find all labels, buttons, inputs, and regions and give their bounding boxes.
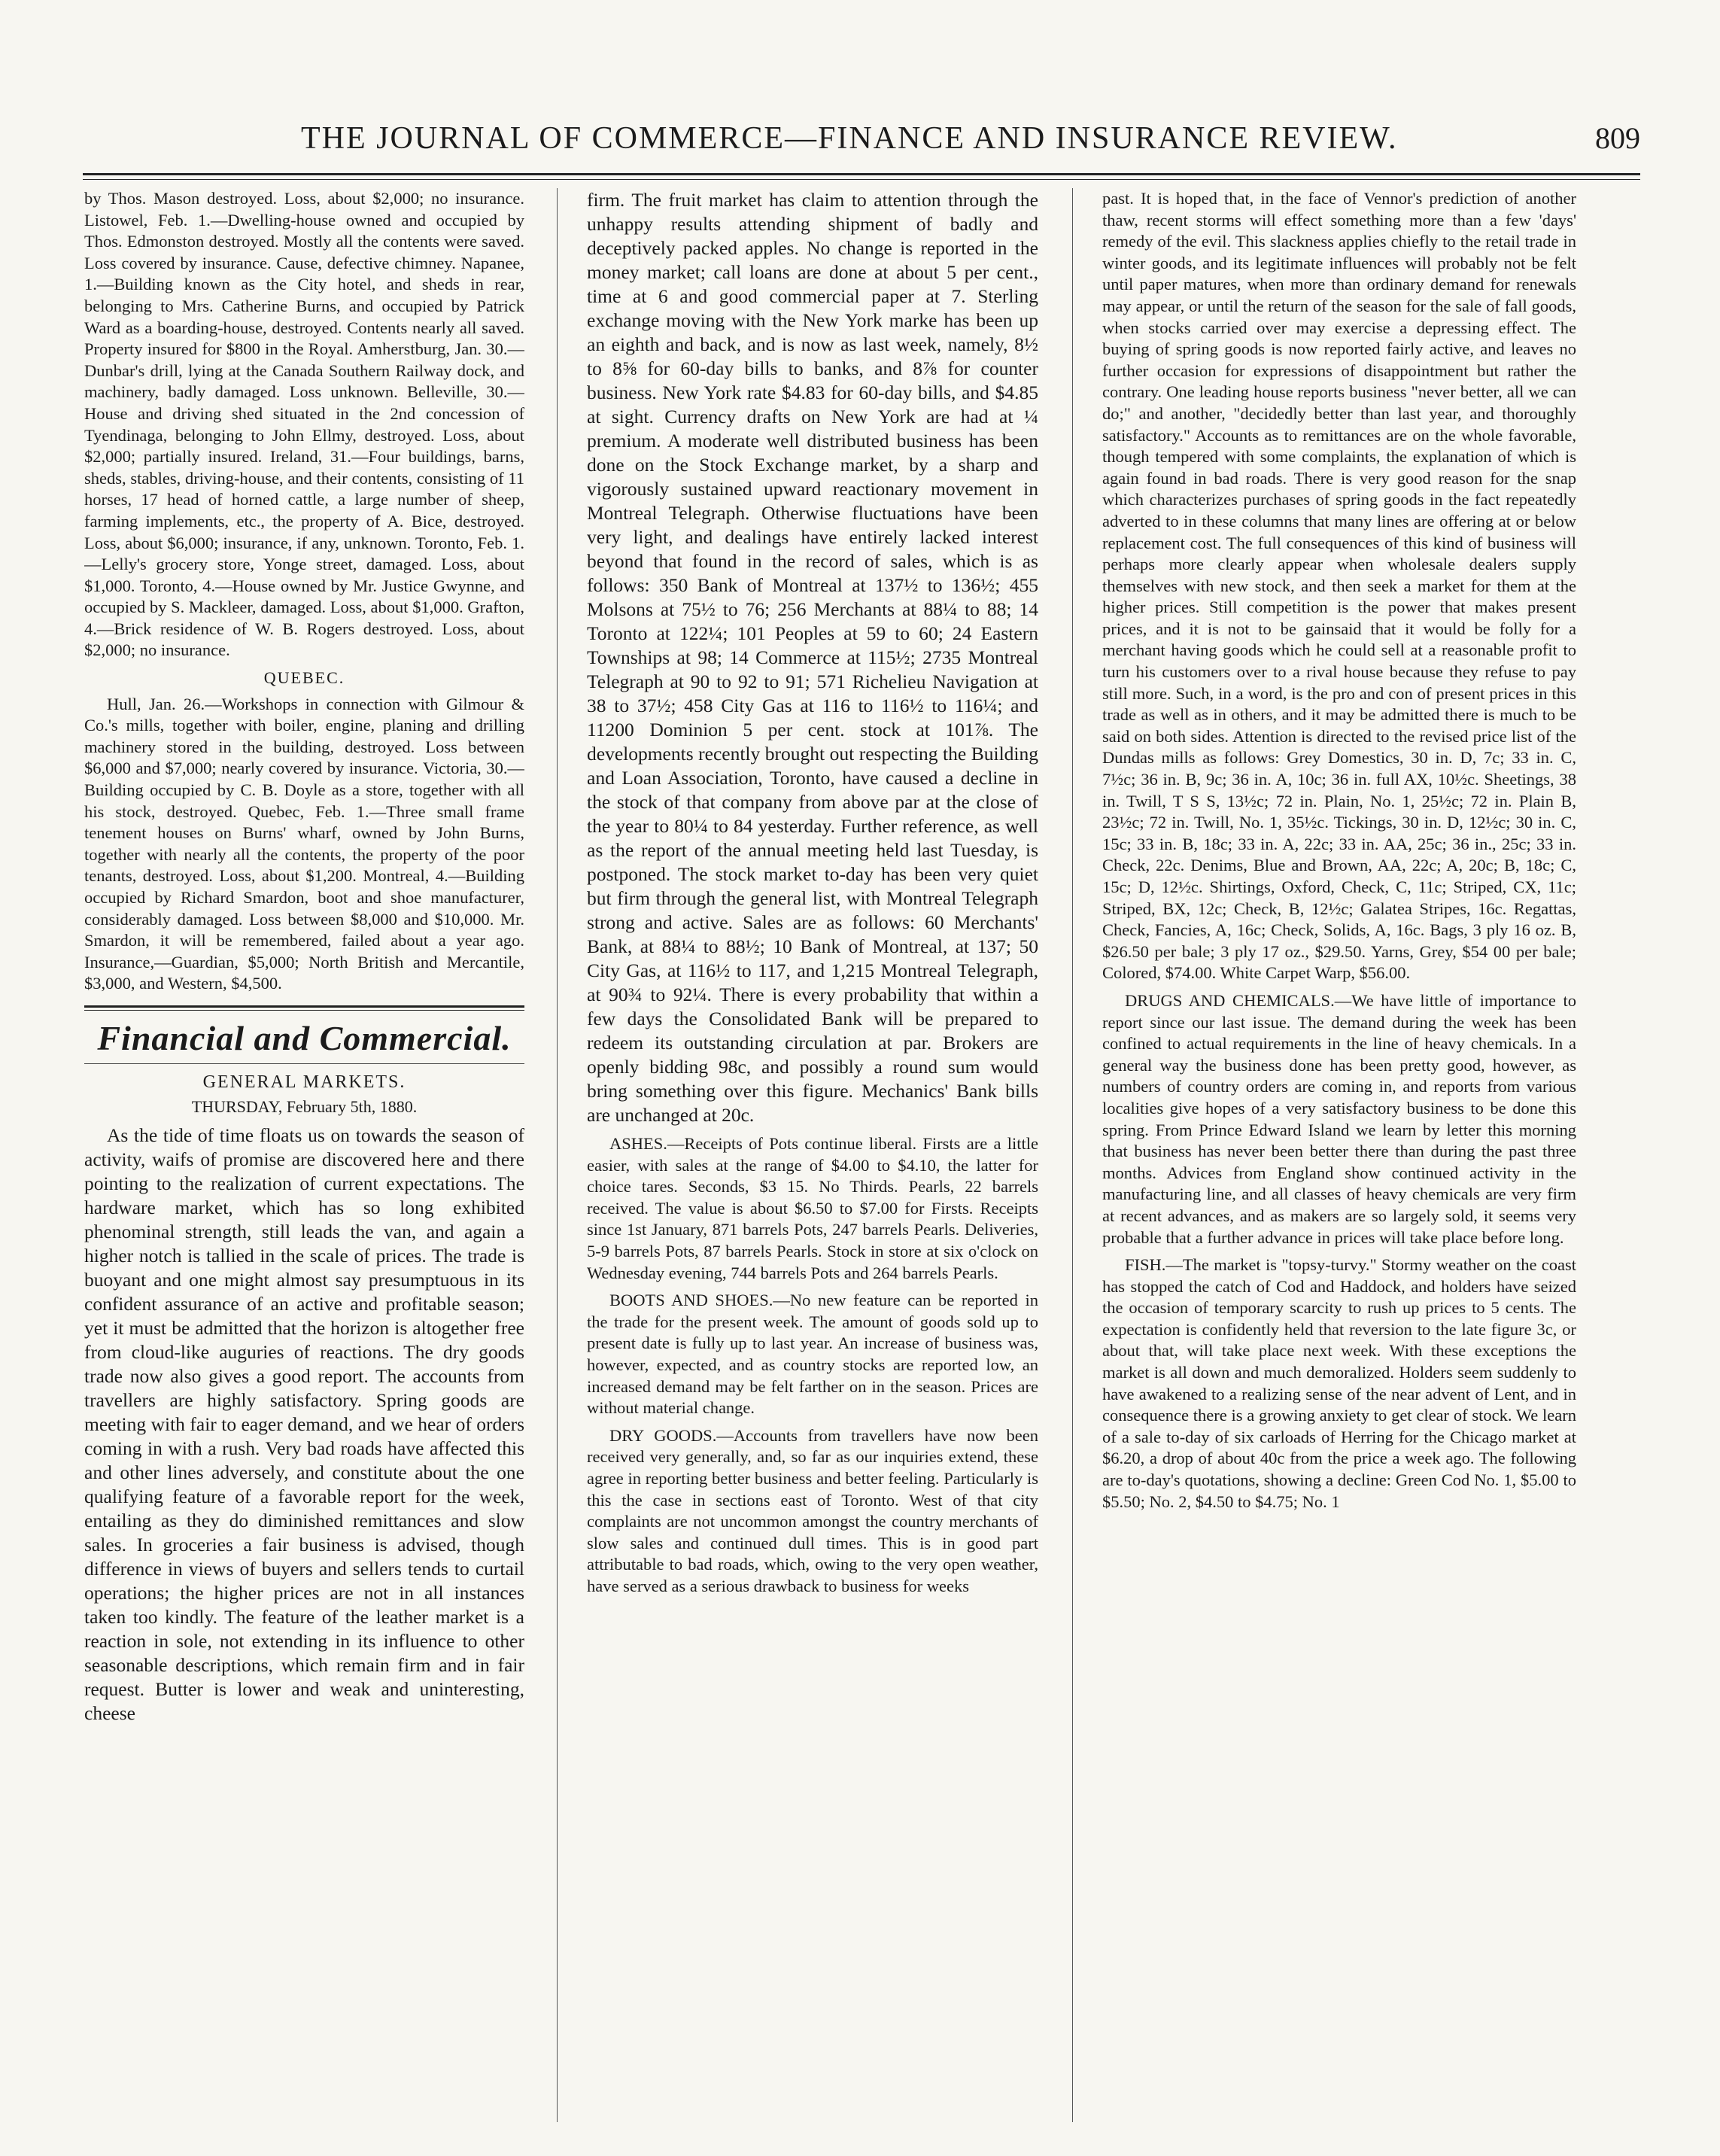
dateline: THURSDAY, February 5th, 1880. xyxy=(191,1096,418,1116)
drugs-chemicals-report: DRUGS AND CHEMICALS.—We have little of importance to report since our last issue. The demand during the week has been confined to actual requirements in the line of heavy chemicals. In a general way the business done has been pretty good, however, as numbers of country orders are coming in, and reports from various localities give hopes of a very satisfactory business to be done this spring. From Prince Edward Island we learn by letter this morning that business has never been better there than during the past three months. Advices from England show continued activity in the manufacturing line, and all classes of heavy chemicals are very firm at recent advances, and as makers are so largely sold, it seems very probable that a further advance in prices will take place before long. xyxy=(1102,990,1576,1247)
column-divider xyxy=(1072,188,1073,2122)
fire-report-ontario: by Thos. Mason destroyed. Loss, about $2,000; no insurance. Listowel, Feb. 1.—Dwelling-house owned and occupied by Thos. Edmonston destroyed. Mostly all the contents were saved. Loss covered by insurance. Cause, defective chimney. Napanee, 1.—Building known as the City hotel, and sheds in rear, belonging to Mrs. Catherine Burns, and occupied by Patrick Ward as a boarding-house, destroyed. Contents nearly all saved. Property insured for $800 in the Royal. Amherstburg, Jan. 30.—Dunbar's drill, lying at the Canada Southern Railway dock, and machinery, badly damaged. Loss unknown. Belleville, 30.—House and driving shed situated in the 2nd concession of Tyendinaga, belonging to John Ellmy, destroyed. Loss, about $2,000; partially insured. Ireland, 31.—Four buildings, barns, sheds, stables, driving-house, and their contents, consisting of 11 horses, 17 head of horned cattle, a large number of sheep, farming implements, etc., the property of A. Bice, destroyed. Loss, about $6,000; insurance, if any, unknown. Toronto, Feb. 1.—Lelly's grocery store, Yonge street, damaged. Loss, about $1,000. Toronto, 4.—House owned by Mr. Justice Gwynne, and occupied by S. Mackleer, damaged. Loss, about $1,000. Grafton, 4.—Brick residence of W. B. Rogers destroyed. Loss, about $2,000; no insurance. xyxy=(84,189,524,660)
page-header xyxy=(83,120,1640,166)
journal-title: THE JOURNAL OF COMMERCE—FINANCE AND INSURANCE REVIEW. xyxy=(301,121,1398,156)
markets-continued: firm. The fruit market has claim to attention through the unhappy results attending shipment of badly and deceptively packed apples. No change is reported in the money market; call loans are done at about 5 per cent., time at 6 and good commercial paper at 7. Sterling exchange moving with the New York marke has been up an eighth and back, and is now as last week, namely, 8½ to 8⅝ for 60-day bills to banks, and 8⅞ for counter business. New York rate $4.83 for 60-day bills, and $4.85 at sight. Currency drafts on New York are had at ¼ premium. A moderate well distributed business has been done on the Stock Exchange market, by a sharp and vigorously sustained upward reactionary movement in Montreal Telegraph. Otherwise fluctuations have been very light, and dealings have entirely lacked interest beyond that found in the record of sales, which is as follows: 350 Bank of Montreal at 137½ to 136½; 455 Molsons at 75½ to 76; 256 Merchants at 88¼ to 88; 14 Toronto at 122¼; 101 Peoples at 59 to 60; 24 Eastern Townships at 98; 14 Commerce at 115½; 2735 Montreal Telegraph at 90 to 92 to 91; 571 Richelieu Navigation at 38 to 37½; 458 City Gas at 116 to 116½ to 116¼; and 11200 Dominion 5 per cent. stock at 101⅞. The developments recently brought out respecting the Building and Loan Association, Toronto, have caused a decline in the stock of that company from above par at the close of the year to 80¼ to 84 yesterday. Further reference, as well as the report of the annual meeting held last Tuesday, is postponed. The stock market to-day has been very quiet but firm through the general list, with Montreal Telegraph strong and active. Sales are as follows: 60 Merchants' Bank, at 88¼ to 88½; 10 Bank of Montreal, at 137; 50 City Gas, at 116½ to 117, and 1,215 Montreal Telegraph, at 90¾ to 92¼. There is every probability that within a few days the Consolidated Bank will be prepared to redeem its outstanding circulation at par. Brokers are openly bidding 98c, and possibly a round sum would bring something over this figure. Mechanics' Bank bills are unchanged at 20c. xyxy=(587,189,1038,1126)
boots-shoes-report: BOOTS AND SHOES.—No new feature can be reported in the trade for the present week. The amount of goods sold up to present date is fully up to last year. An increase of business was, however, expected, and as country stocks are reported low, an increased demand may be felt farther on in the season. Prices are without material change. xyxy=(587,1291,1038,1418)
header-rule-thin xyxy=(83,179,1640,180)
dry-goods-continued: past. It is hoped that, in the face of Vennor's prediction of another thaw, recent storms will effect something more than a few 'days' remedy of the evil. This slackness applies chiefly to the retail trade in winter goods, and its legitimate influences will probably not be felt until paper matures, when more than ordinary demand for renewals may appear, or until the return of the season for the sale of fall goods, when stocks carried over may exercise a depressing effect. The buying of spring goods is now reported fairly active, and leaves no further occasion for expressions of disappointment but rather the contrary. One leading house reports business "never better, all we can do;" and another, "decidedly better than last year, and thoroughly satisfactory." Accounts as to remittances are on the whole favorable, though tempered with some complaints, the explanation of which is again found in bad roads. There is very good reason for the snap which characterizes purchases of spring goods in the fact repeatedly adverted to in these columns that many lines are offering at or below replacement cost. The full consequences of this kind of business will perhaps more clearly appear when wholesale dealers supply themselves with new stock, and then seek a market for them at the higher prices. Still competition is the power that makes present prices, and it is not to be gainsaid that it would be folly for a merchant having goods which he could sell at a reasonable profit to turn his customers over to a rival house because they refuse to pay still more. Such, in a word, is the pro and con of present prices in this trade as well as in others, and it may be admitted there is much to be said on both sides. Attention is directed to the revised price list of the Dundas mills as follows: Grey Domestics, 30 in. D, 7c; 33 in. C, 7½c; 36 in. B, 9c; 36 in. A, 10c; 36 in. full AX, 10½c. Sheetings, 38 in. Twill, T S S, 13½c; 72 in. Plain, No. 1, 25½c; 72 in. Plain B, 23½c; 72 in. Twill, No. 1, 35½c. Tickings, 30 in. D, 12½c; 30 in. C, 15c; 33 in. B, 18c; 33 in. A, 22c; 33 in. AA, 25c; 36 in., 25c; 33 in. Check, 22c. Denims, Blue and Brown, AA, 22c; A, 20c; B, 18c; C, 15c; D, 12½c. Shirtings, Oxford, Check, C, 11c; Striped, CX, 11c; Striped, BX, 12c; Check, B, 12½c; Galatea Stripes, 16c. Regattas, Check, Fancies, A, 16c; Check, Solids, A, 16c. Bags, 3 ply 16 oz. B, $26.50 per bale; 3 ply 17 oz., $29.50. Yarns, Grey, $54 00 per bale; Colored, $74.00. White Carpet Warp, $56.00. xyxy=(1102,189,1576,983)
column-2 xyxy=(587,188,1038,2122)
column-1 xyxy=(84,188,524,2122)
markets-intro: As the tide of time floats us on towards the season of activity, waifs of promise are discovered here and there pointing to the realization of current expectations. The hardware market, which has so long exhibited phenominal strength, still leads the van, and again a higher notch is tallied in the scale of prices. The trade is buoyant and one might almost say presumptuous in its confident assurance of an active and profitable season; yet it must be admitted that the horizon is altogether free from cloud-like auguries of reactions. The dry goods trade now also gives a good report. The accounts from travellers are highly satisfactory. Spring goods are meeting with fair to eager demand, and we hear of orders coming in with a rush. Very bad roads have affected this and other lines adversely, and constitute about the one qualifying feature of a favorable report for the week, entailing as they do diminished remittances and slow sales. In groceries a fair business is advised, though difference in views of buyers and sellers tends to curtail operations; the higher prices are not in all instances taken too kindly. The feature of the leather market is a reaction in sole, not extending in its influence to other seasonable descriptions, which remain firm and in fair request. Butter is lower and weak and uninteresting, cheese xyxy=(84,1124,524,1725)
quebec-heading: QUEBEC. xyxy=(263,668,345,688)
dry-goods-report: DRY GOODS.—Accounts from travellers have now been received very generally, and, so far as our inquiries extend, these agree in reporting better business and better feeling. Particularly is this the case in sections east of Toronto. West of that city complaints are not uncommon amongst the country merchants of slow sales and continued dull times. This is in good part attributable to bad roads, which, owing to the very open weather, have served as a serious drawback to business for weeks xyxy=(587,1425,1038,1595)
column-3 xyxy=(1102,188,1576,2122)
header-rule xyxy=(83,173,1640,175)
page-number: 809 xyxy=(1595,121,1640,155)
section-divider xyxy=(84,1005,524,1011)
fire-report-quebec: Hull, Jan. 26.—Workshops in connection with Gilmour & Co.'s mills, together with boiler, engine, planing and drilling machinery stored in the building, destroyed. Loss between $6,000 and $7,000; nearly covered by insurance. Victoria, 30.—Building occupied by C. B. Doyle as a store, together with all his stock, destroyed. Quebec, Feb. 1.—Three small frame tenement houses on Burns' wharf, owned by John Burns, together with nearly all the contents, the property of the poor tenants, destroyed. Loss, about $1,200. Montreal, 4.—Building occupied by Richard Smardon, boot and shoe manufacturer, considerably damaged. Loss between $8,000 and $10,000. Mr. Smardon, it will be remembered, failed about a year ago. Insurance,—Guardian, $5,000; North British and Mercantile, $3,000, and Western, $4,500. xyxy=(84,694,524,993)
fish-report: FISH.—The market is "topsy-turvy." Stormy weather on the coast has stopped the catch of Cod and Haddock, and holders have seized the occasion of temporary scarcity to rush up prices to 5 cents. The expectation is confidently held that reversion to the late figure 3c, or about that, will take place next week. With these exceptions the market is all down and much demoralized. Holders seem suddenly to have awakened to a realizing sense of the near advent of Lent, and in consequence there is a growing anxiety to get clear of stock. We learn of a sale to-day of six carloads of Herring for the Chicago market at $6.20, a drop of about 40c from the price a week ago. The following are to-day's quotations, showing a decline: Green Cod No. 1, $5.00 to $5.50; No. 2, $4.50 to $4.75; No. 1 xyxy=(1102,1255,1576,1511)
column-divider xyxy=(557,188,558,2122)
ashes-report: ASHES.—Receipts of Pots continue liberal. Firsts are a little easier, with sales at the range of $4.00 to $4.10, the latter for choice tares. Seconds, $3 15. No Thirds. Pearls, 22 barrels received. The value is about $6.50 to $7.00 for Firsts. Receipts since 1st January, 871 barrels Pots, 247 barrels Pearls. Deliveries, 5-9 barrels Pots, 87 barrels Pearls. Stock in store at six o'clock on Wednesday evening, 744 barrels Pots and 264 barrels Pearls. xyxy=(587,1134,1038,1282)
section-title-rule xyxy=(84,1063,524,1064)
section-title: Financial and Commercial. xyxy=(97,1018,512,1057)
general-markets-heading: GENERAL MARKETS. xyxy=(202,1072,406,1092)
